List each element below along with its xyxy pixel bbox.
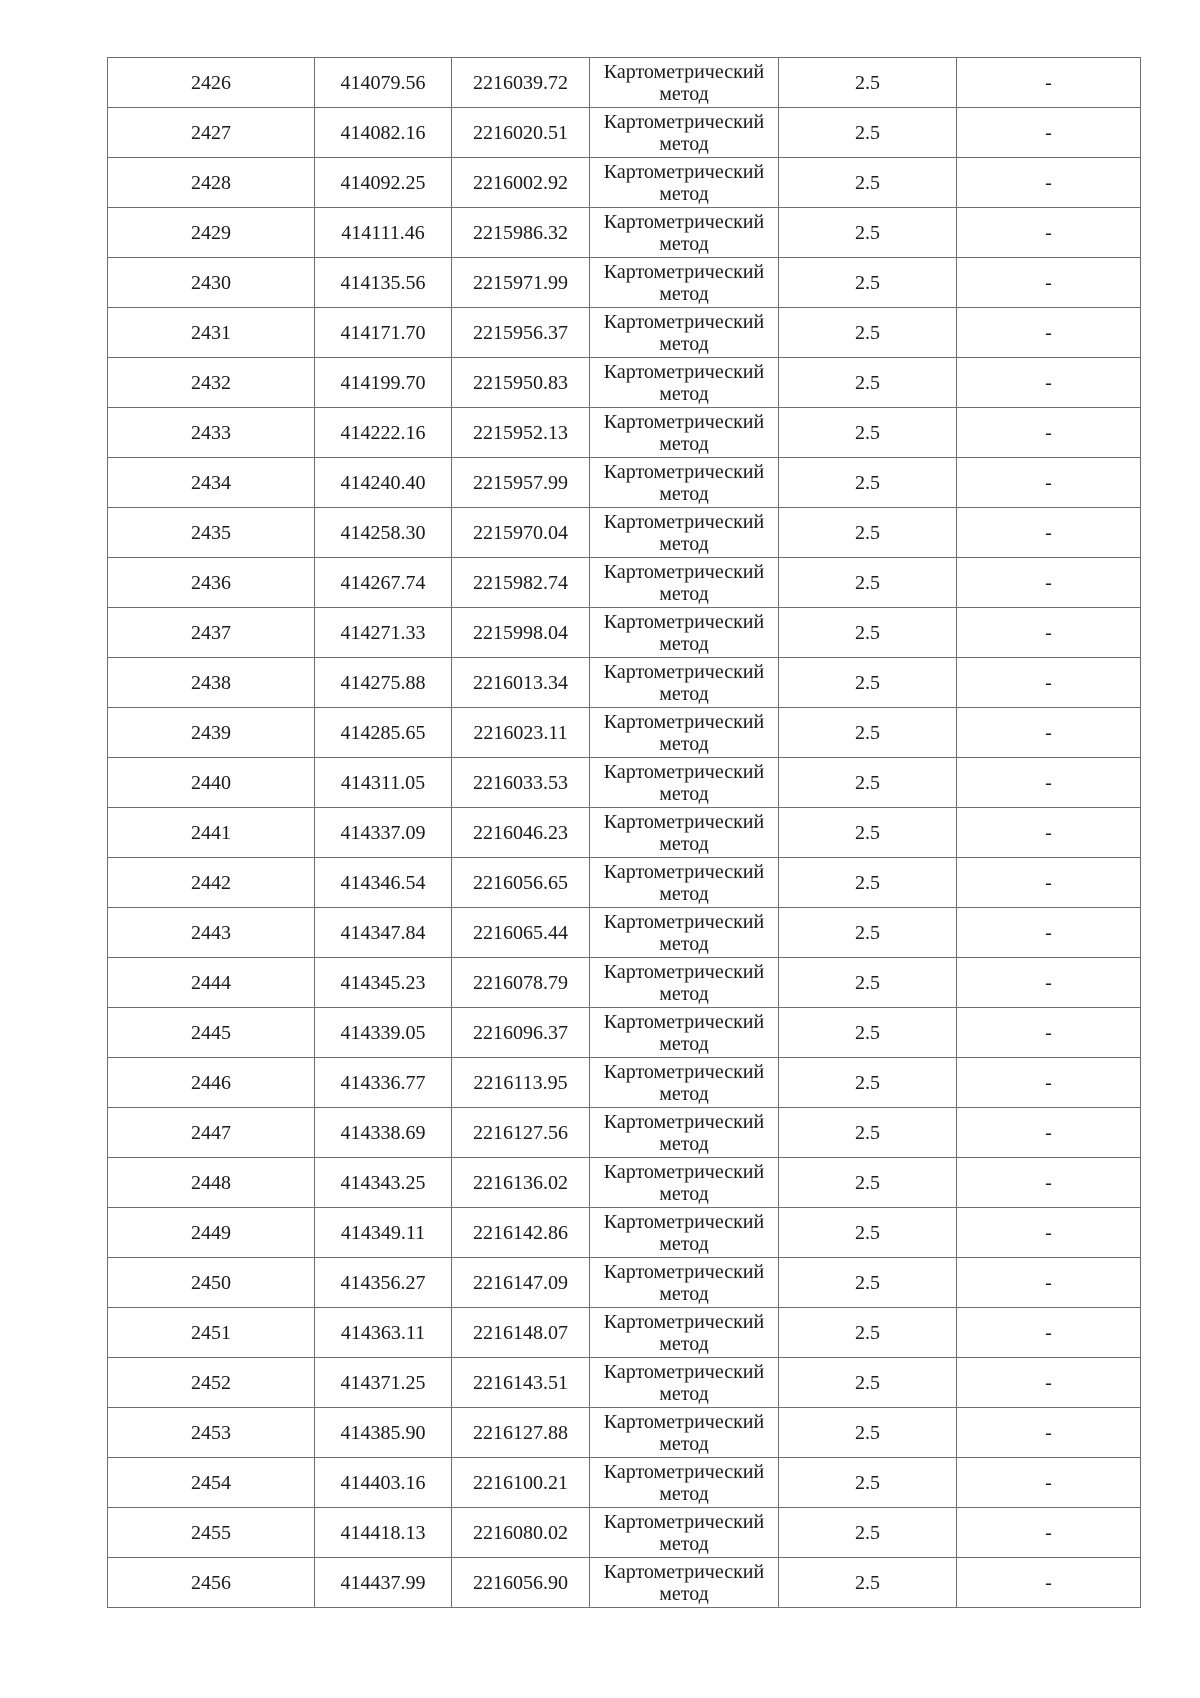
cell-point-number: 2438 [108, 658, 315, 708]
table-row [108, 1508, 1141, 1558]
cell-note: - [957, 358, 1141, 408]
cell-accuracy: 2.5 [779, 258, 957, 308]
cell-x-coordinate: 414385.90 [315, 1408, 452, 1458]
cell-method [590, 1008, 779, 1058]
method-text-line: Картометрический [603, 460, 765, 483]
method-text-line: Картометрический [603, 260, 765, 283]
cell-note: - [957, 408, 1141, 458]
cell-x-coordinate: 414199.70 [315, 358, 452, 408]
cell-point-number: 2429 [108, 208, 315, 258]
cell-y-coordinate: 2215986.32 [452, 208, 590, 258]
table-row [108, 358, 1141, 408]
table-row [108, 208, 1141, 258]
method-text-line: метод [659, 132, 709, 155]
cell-y-coordinate: 2216136.02 [452, 1158, 590, 1208]
table-row [108, 1308, 1141, 1358]
cell-note: - [957, 58, 1141, 108]
method-text-line: Картометрический [603, 310, 765, 333]
cell-y-coordinate: 2216147.09 [452, 1258, 590, 1308]
table-row [108, 1158, 1141, 1208]
cell-accuracy: 2.5 [779, 808, 957, 858]
cell-note: - [957, 858, 1141, 908]
cell-accuracy: 2.5 [779, 1058, 957, 1108]
method-text-line: метод [659, 432, 709, 455]
cell-point-number: 2431 [108, 308, 315, 358]
method-text-line: Картометрический [603, 110, 765, 133]
cell-accuracy: 2.5 [779, 908, 957, 958]
cell-accuracy: 2.5 [779, 58, 957, 108]
cell-y-coordinate: 2215970.04 [452, 508, 590, 558]
cell-note: - [957, 1008, 1141, 1058]
method-text-line: Картометрический [603, 1210, 765, 1233]
table-row [108, 1408, 1141, 1458]
method-text-line: метод [659, 82, 709, 105]
cell-method [590, 858, 779, 908]
cell-method [590, 308, 779, 358]
cell-method [590, 658, 779, 708]
cell-accuracy: 2.5 [779, 758, 957, 808]
cell-accuracy: 2.5 [779, 1258, 957, 1308]
cell-y-coordinate: 2216080.02 [452, 1508, 590, 1558]
cell-point-number: 2447 [108, 1108, 315, 1158]
cell-point-number: 2435 [108, 508, 315, 558]
method-text-line: Картометрический [603, 1060, 765, 1083]
cell-method [590, 1508, 779, 1558]
cell-point-number: 2449 [108, 1208, 315, 1258]
method-text-line: Картометрический [603, 910, 765, 933]
method-text-line: Картометрический [603, 1310, 765, 1333]
cell-accuracy: 2.5 [779, 408, 957, 458]
cell-y-coordinate: 2215971.99 [452, 258, 590, 308]
method-text-line: Картометрический [603, 510, 765, 533]
method-text-line: метод [659, 932, 709, 955]
cell-y-coordinate: 2216013.34 [452, 658, 590, 708]
cell-point-number: 2440 [108, 758, 315, 808]
cell-method [590, 458, 779, 508]
cell-x-coordinate: 414345.23 [315, 958, 452, 1008]
method-text-line: метод [659, 1532, 709, 1555]
method-text-line: метод [659, 882, 709, 905]
table-row [108, 958, 1141, 1008]
cell-x-coordinate: 414437.99 [315, 1558, 452, 1608]
method-text-line: метод [659, 182, 709, 205]
method-text-line: метод [659, 1382, 709, 1405]
method-text-line: метод [659, 382, 709, 405]
table-row [108, 108, 1141, 158]
method-text-line: Картометрический [603, 560, 765, 583]
cell-method [590, 908, 779, 958]
method-text-line: Картометрический [603, 860, 765, 883]
table-row [108, 558, 1141, 608]
cell-note: - [957, 808, 1141, 858]
table-row [108, 408, 1141, 458]
cell-accuracy: 2.5 [779, 658, 957, 708]
coordinates-table [107, 57, 1141, 1608]
cell-y-coordinate: 2216033.53 [452, 758, 590, 808]
cell-method [590, 558, 779, 608]
method-text-line: Картометрический [603, 360, 765, 383]
table-row [108, 808, 1141, 858]
cell-point-number: 2456 [108, 1558, 315, 1608]
cell-point-number: 2455 [108, 1508, 315, 1558]
cell-method [590, 258, 779, 308]
table-row [108, 1208, 1141, 1258]
method-text-line: метод [659, 532, 709, 555]
cell-point-number: 2452 [108, 1358, 315, 1408]
table-body [108, 58, 1141, 1608]
cell-x-coordinate: 414339.05 [315, 1008, 452, 1058]
method-text-line: Картометрический [603, 660, 765, 683]
cell-point-number: 2426 [108, 58, 315, 108]
cell-x-coordinate: 414346.54 [315, 858, 452, 908]
cell-method [590, 1458, 779, 1508]
table-row [108, 1108, 1141, 1158]
method-text-line: метод [659, 482, 709, 505]
cell-note: - [957, 1058, 1141, 1108]
cell-accuracy: 2.5 [779, 1358, 957, 1408]
cell-note: - [957, 1258, 1141, 1308]
cell-x-coordinate: 414135.56 [315, 258, 452, 308]
method-text-line: Картометрический [603, 210, 765, 233]
cell-accuracy: 2.5 [779, 558, 957, 608]
cell-accuracy: 2.5 [779, 458, 957, 508]
cell-y-coordinate: 2216096.37 [452, 1008, 590, 1058]
table-row [108, 1258, 1141, 1308]
cell-accuracy: 2.5 [779, 1508, 957, 1558]
cell-note: - [957, 1208, 1141, 1258]
cell-accuracy: 2.5 [779, 158, 957, 208]
cell-x-coordinate: 414349.11 [315, 1208, 452, 1258]
cell-method [590, 708, 779, 758]
cell-note: - [957, 758, 1141, 808]
cell-accuracy: 2.5 [779, 858, 957, 908]
cell-accuracy: 2.5 [779, 508, 957, 558]
cell-x-coordinate: 414258.30 [315, 508, 452, 558]
cell-x-coordinate: 414275.88 [315, 658, 452, 708]
table-row [108, 58, 1141, 108]
cell-accuracy: 2.5 [779, 1458, 957, 1508]
cell-point-number: 2430 [108, 258, 315, 308]
cell-point-number: 2453 [108, 1408, 315, 1458]
cell-accuracy: 2.5 [779, 1158, 957, 1208]
method-text-line: Картометрический [603, 760, 765, 783]
table-row [108, 1058, 1141, 1108]
cell-method [590, 958, 779, 1008]
cell-note: - [957, 1408, 1141, 1458]
cell-note: - [957, 258, 1141, 308]
cell-accuracy: 2.5 [779, 308, 957, 358]
cell-accuracy: 2.5 [779, 108, 957, 158]
method-text-line: метод [659, 1432, 709, 1455]
method-text-line: Картометрический [603, 1560, 765, 1583]
method-text-line: Картометрический [603, 1260, 765, 1283]
table-row [108, 608, 1141, 658]
cell-y-coordinate: 2216002.92 [452, 158, 590, 208]
method-text-line: метод [659, 1282, 709, 1305]
cell-point-number: 2446 [108, 1058, 315, 1108]
cell-point-number: 2454 [108, 1458, 315, 1508]
method-text-line: метод [659, 1082, 709, 1105]
cell-point-number: 2451 [108, 1308, 315, 1358]
table-row [108, 158, 1141, 208]
cell-point-number: 2436 [108, 558, 315, 608]
cell-note: - [957, 908, 1141, 958]
cell-x-coordinate: 414343.25 [315, 1158, 452, 1208]
cell-x-coordinate: 414171.70 [315, 308, 452, 358]
cell-y-coordinate: 2215957.99 [452, 458, 590, 508]
cell-note: - [957, 158, 1141, 208]
method-text-line: Картометрический [603, 60, 765, 83]
cell-x-coordinate: 414111.46 [315, 208, 452, 258]
table-row [108, 508, 1141, 558]
cell-point-number: 2450 [108, 1258, 315, 1308]
cell-method [590, 58, 779, 108]
method-text-line: Картометрический [603, 1410, 765, 1433]
cell-y-coordinate: 2216039.72 [452, 58, 590, 108]
cell-y-coordinate: 2216065.44 [452, 908, 590, 958]
method-text-line: метод [659, 1232, 709, 1255]
cell-y-coordinate: 2216046.23 [452, 808, 590, 858]
cell-y-coordinate: 2215950.83 [452, 358, 590, 408]
table-row [108, 1008, 1141, 1058]
cell-note: - [957, 1508, 1141, 1558]
cell-note: - [957, 1108, 1141, 1158]
cell-x-coordinate: 414418.13 [315, 1508, 452, 1558]
cell-accuracy: 2.5 [779, 1008, 957, 1058]
cell-method [590, 1108, 779, 1158]
cell-method [590, 208, 779, 258]
cell-x-coordinate: 414347.84 [315, 908, 452, 958]
cell-x-coordinate: 414338.69 [315, 1108, 452, 1158]
cell-x-coordinate: 414371.25 [315, 1358, 452, 1408]
cell-point-number: 2442 [108, 858, 315, 908]
cell-note: - [957, 1558, 1141, 1608]
cell-point-number: 2427 [108, 108, 315, 158]
method-text-line: метод [659, 1482, 709, 1505]
cell-point-number: 2441 [108, 808, 315, 858]
table-row [108, 658, 1141, 708]
cell-note: - [957, 1358, 1141, 1408]
cell-note: - [957, 508, 1141, 558]
cell-method [590, 108, 779, 158]
cell-accuracy: 2.5 [779, 1558, 957, 1608]
cell-method [590, 1558, 779, 1608]
method-text-line: метод [659, 1332, 709, 1355]
cell-note: - [957, 958, 1141, 1008]
method-text-line: Картометрический [603, 1360, 765, 1383]
table-row [108, 1458, 1141, 1508]
cell-y-coordinate: 2216148.07 [452, 1308, 590, 1358]
cell-y-coordinate: 2215952.13 [452, 408, 590, 458]
cell-y-coordinate: 2216020.51 [452, 108, 590, 158]
cell-method [590, 508, 779, 558]
cell-y-coordinate: 2216113.95 [452, 1058, 590, 1108]
method-text-line: Картометрический [603, 1160, 765, 1183]
cell-y-coordinate: 2216100.21 [452, 1458, 590, 1508]
method-text-line: метод [659, 1182, 709, 1205]
method-text-line: метод [659, 632, 709, 655]
cell-method [590, 758, 779, 808]
cell-x-coordinate: 414363.11 [315, 1308, 452, 1358]
cell-note: - [957, 308, 1141, 358]
cell-x-coordinate: 414222.16 [315, 408, 452, 458]
cell-y-coordinate: 2216056.90 [452, 1558, 590, 1608]
cell-x-coordinate: 414271.33 [315, 608, 452, 658]
method-text-line: метод [659, 582, 709, 605]
cell-y-coordinate: 2215998.04 [452, 608, 590, 658]
cell-method [590, 1408, 779, 1458]
cell-point-number: 2437 [108, 608, 315, 658]
cell-accuracy: 2.5 [779, 708, 957, 758]
cell-point-number: 2444 [108, 958, 315, 1008]
cell-x-coordinate: 414356.27 [315, 1258, 452, 1308]
cell-method [590, 808, 779, 858]
cell-point-number: 2434 [108, 458, 315, 508]
method-text-line: метод [659, 732, 709, 755]
table-row [108, 758, 1141, 808]
method-text-line: метод [659, 782, 709, 805]
cell-y-coordinate: 2216142.86 [452, 1208, 590, 1258]
method-text-line: Картометрический [603, 410, 765, 433]
cell-note: - [957, 1158, 1141, 1208]
cell-method [590, 408, 779, 458]
cell-accuracy: 2.5 [779, 1108, 957, 1158]
table-row [108, 1558, 1141, 1608]
cell-point-number: 2428 [108, 158, 315, 208]
table-row [108, 708, 1141, 758]
cell-method [590, 608, 779, 658]
cell-method [590, 1208, 779, 1258]
cell-point-number: 2445 [108, 1008, 315, 1058]
method-text-line: метод [659, 332, 709, 355]
cell-point-number: 2443 [108, 908, 315, 958]
cell-y-coordinate: 2216127.88 [452, 1408, 590, 1458]
cell-x-coordinate: 414285.65 [315, 708, 452, 758]
table-row [108, 308, 1141, 358]
cell-note: - [957, 1458, 1141, 1508]
method-text-line: Картометрический [603, 1510, 765, 1533]
cell-note: - [957, 608, 1141, 658]
cell-method [590, 358, 779, 408]
method-text-line: метод [659, 1132, 709, 1155]
method-text-line: метод [659, 282, 709, 305]
table-row [108, 1358, 1141, 1408]
table-row [108, 908, 1141, 958]
cell-x-coordinate: 414311.05 [315, 758, 452, 808]
method-text-line: Картометрический [603, 1460, 765, 1483]
table-row [108, 858, 1141, 908]
cell-point-number: 2433 [108, 408, 315, 458]
method-text-line: Картометрический [603, 710, 765, 733]
cell-y-coordinate: 2216143.51 [452, 1358, 590, 1408]
method-text-line: Картометрический [603, 610, 765, 633]
method-text-line: Картометрический [603, 160, 765, 183]
cell-x-coordinate: 414079.56 [315, 58, 452, 108]
cell-y-coordinate: 2215982.74 [452, 558, 590, 608]
method-text-line: Картометрический [603, 810, 765, 833]
cell-y-coordinate: 2215956.37 [452, 308, 590, 358]
cell-x-coordinate: 414337.09 [315, 808, 452, 858]
cell-method [590, 1358, 779, 1408]
cell-method [590, 1158, 779, 1208]
cell-point-number: 2432 [108, 358, 315, 408]
cell-x-coordinate: 414240.40 [315, 458, 452, 508]
cell-point-number: 2448 [108, 1158, 315, 1208]
method-text-line: метод [659, 832, 709, 855]
method-text-line: метод [659, 1582, 709, 1605]
cell-note: - [957, 708, 1141, 758]
cell-method [590, 1258, 779, 1308]
cell-accuracy: 2.5 [779, 608, 957, 658]
cell-x-coordinate: 414403.16 [315, 1458, 452, 1508]
method-text-line: метод [659, 232, 709, 255]
cell-x-coordinate: 414336.77 [315, 1058, 452, 1108]
cell-y-coordinate: 2216078.79 [452, 958, 590, 1008]
method-text-line: Картометрический [603, 1010, 765, 1033]
cell-method [590, 158, 779, 208]
cell-method [590, 1058, 779, 1108]
cell-x-coordinate: 414082.16 [315, 108, 452, 158]
cell-accuracy: 2.5 [779, 1408, 957, 1458]
cell-method [590, 1308, 779, 1358]
method-text-line: метод [659, 1032, 709, 1055]
cell-y-coordinate: 2216023.11 [452, 708, 590, 758]
cell-accuracy: 2.5 [779, 958, 957, 1008]
cell-x-coordinate: 414092.25 [315, 158, 452, 208]
cell-point-number: 2439 [108, 708, 315, 758]
cell-y-coordinate: 2216056.65 [452, 858, 590, 908]
cell-note: - [957, 108, 1141, 158]
method-text-line: метод [659, 682, 709, 705]
method-text-line: Картометрический [603, 960, 765, 983]
cell-note: - [957, 458, 1141, 508]
cell-accuracy: 2.5 [779, 1308, 957, 1358]
cell-note: - [957, 558, 1141, 608]
table-row [108, 458, 1141, 508]
cell-note: - [957, 208, 1141, 258]
table-row [108, 258, 1141, 308]
cell-accuracy: 2.5 [779, 358, 957, 408]
cell-note: - [957, 658, 1141, 708]
cell-x-coordinate: 414267.74 [315, 558, 452, 608]
cell-note: - [957, 1308, 1141, 1358]
method-text-line: Картометрический [603, 1110, 765, 1133]
cell-accuracy: 2.5 [779, 208, 957, 258]
cell-accuracy: 2.5 [779, 1208, 957, 1258]
method-text-line: метод [659, 982, 709, 1005]
cell-y-coordinate: 2216127.56 [452, 1108, 590, 1158]
